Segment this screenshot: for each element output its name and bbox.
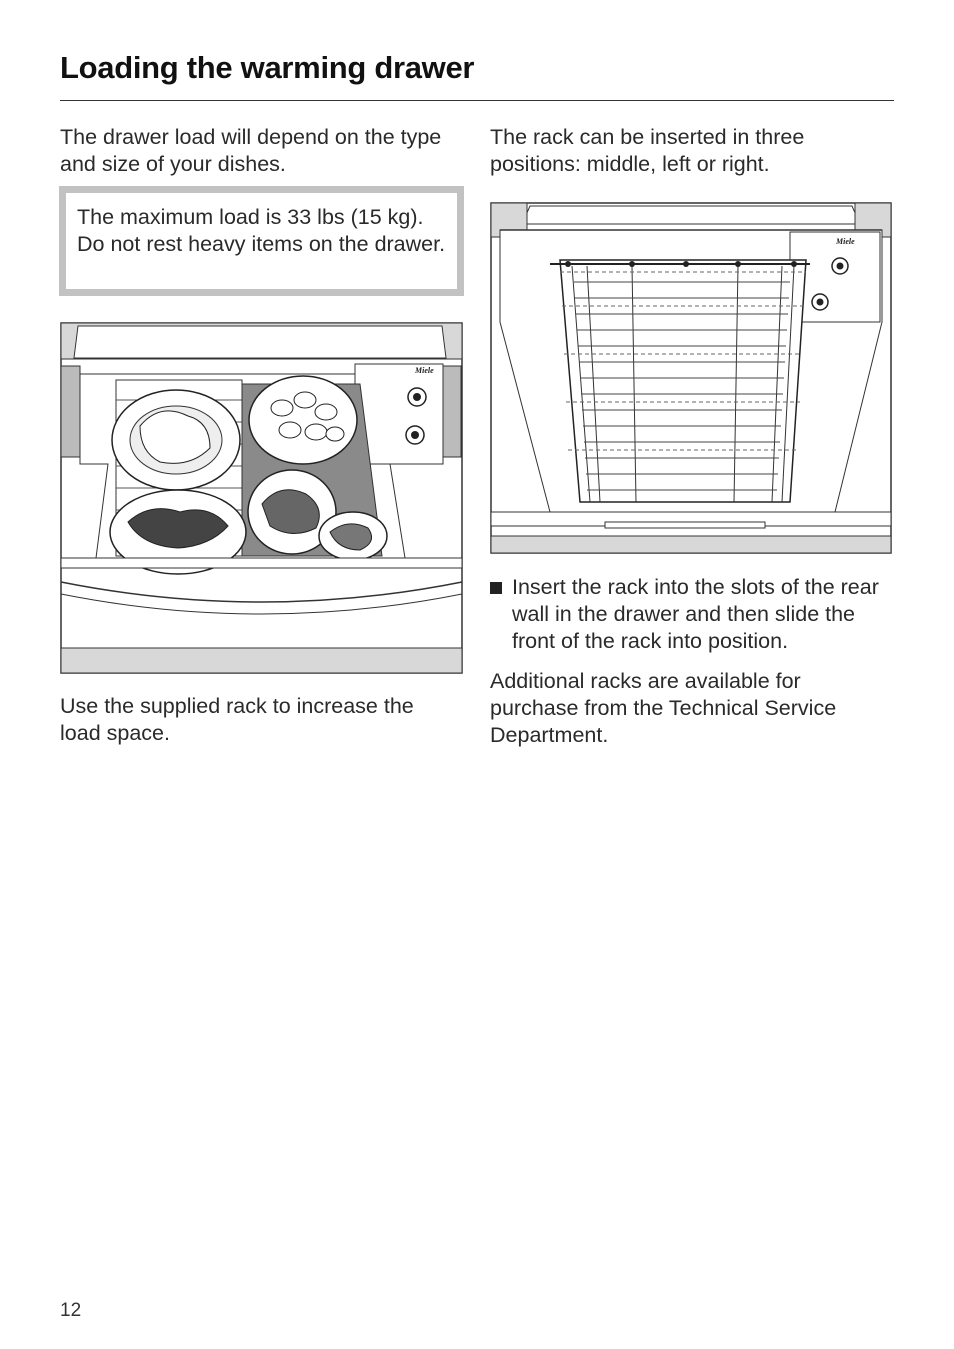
drawer-brand-logo: Miele [415,366,434,375]
warning-box [59,186,464,296]
rack-insertion-illustration [490,202,892,554]
page-number: 12 [60,1300,82,1321]
intro-paragraph-left: The drawer load will depend on the type and size of your dishes. [60,125,442,176]
instruction-text: Insert the rack into the slots of the rear wall in the drawer and then slide the front of the rack into position. [512,575,879,653]
warning-text: The maximum load is 33 lbs (15 kg). Do not rest heavy items on the drawer. [66,193,457,289]
title-divider [60,100,894,101]
loaded-drawer-illustration [60,322,463,674]
page-title: Loading the warming drawer [60,50,475,85]
rack-usage-paragraph: Use the supplied rack to increase the load space. [60,694,414,745]
bullet-square-icon [490,582,502,594]
rack-figure-brand-logo: Miele [836,237,855,246]
additional-racks-paragraph: Additional racks are available for purchase from the Technical Service Department. [490,669,837,747]
intro-paragraph-right: The rack can be inserted in three positions: middle, left or right. [490,125,805,176]
